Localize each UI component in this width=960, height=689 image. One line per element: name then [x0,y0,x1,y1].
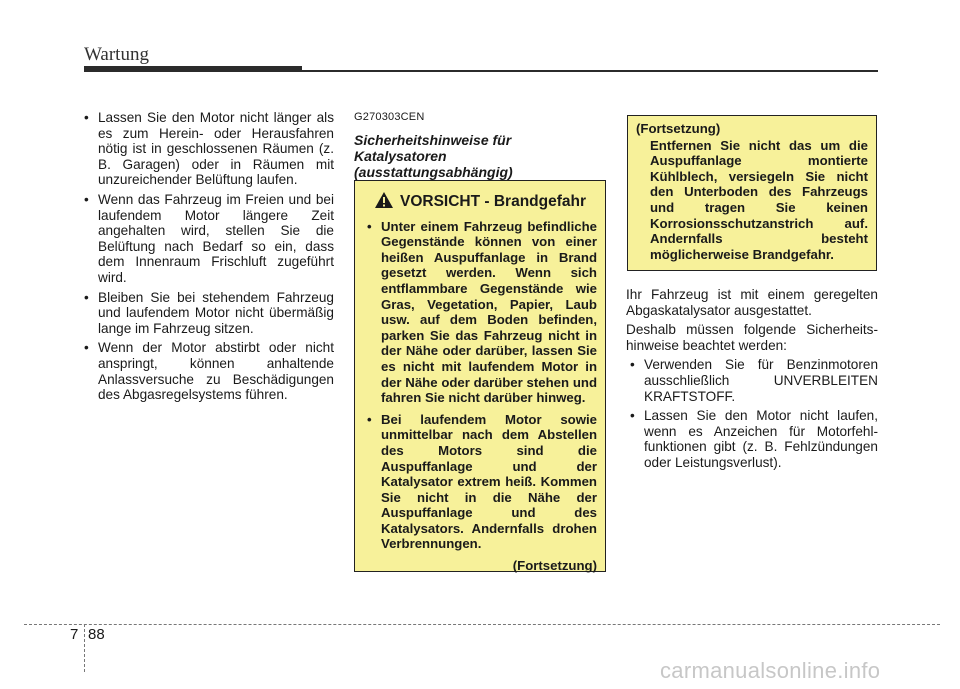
list-item: • Verwenden Sie für Benzinmotoren ausschließlich UNVERBLEITEN KRAFTSTOFF. [626,357,878,404]
paragraph: Deshalb müssen folgende Sicherheits-hinweise beachtet werden: [626,322,878,353]
chapter-number: 7 [70,626,79,643]
warning-label: VORSICHT - Brandgefahr [399,193,586,210]
footer-divider [84,624,85,672]
continued-body: Entfernen Sie nicht das um die Auspuffanlage montierte Kühlblech, versiegeln Sie nicht den Unterboden des Fahrzeugs und tragen Sie keinen Korrosionsschutzanstrich auf. Andernfalls besteht möglicherweise Brandgefahr. [650,137,868,262]
section-title: Sicherheitshinweise für Katalysatoren (ausstattungsabhängig) [354,131,513,180]
list-item: • Lassen Sie den Motor nicht laufen, wenn es Anzeichen für Motorfehl-funktionen gibt (z. B. Fehlzündungen oder Leistungsverlust). [626,408,878,470]
list-item: • Unter einem Fahrzeug befindliche Gegenstände können von einer heißen Auspuffanlage in Brand gesetzt werden. Wenn sich entflammbare Gegenstände wie Gras, Vegetation, Papier, Laub usw. auf dem Boden befinden, parken Sie das Fahrzeug nicht in der Nähe oder darüber, lassen Sie es nicht mit laufendem Motor in der Nähe oder darüber stehen und fahren Sie nicht darüber hinweg. [363,219,597,406]
warning-bullet-list [363,219,597,552]
paragraph: Ihr Fahrzeug ist mit einem geregelten Abgaskatalysator ausgestattet. [626,287,878,318]
watermark: carmanualsonline.info [660,658,881,683]
list-item: • Bleiben Sie bei stehendem Fahrzeug und laufendem Motor nicht übermäßig lange im Fahrzeug sitzen. [80,290,334,337]
header-rule-thick [84,66,302,72]
list-item: • Bei laufendem Motor sowie unmittelbar nach dem Abstellen des Motors sind die Auspuffanlage und der Katalysator extrem heiß. Kommen Sie nicht in die Nähe der Auspuffanlage und des Katalysators. Andernfalls drohen Verbrennungen. [363,412,597,552]
middle-column-heading [354,110,607,180]
section-code: G270303CEN [354,111,425,123]
page-number: 88 [88,626,105,643]
continued-note: (Fortsetzung) [512,558,597,574]
footer-rule [24,624,940,625]
right-bullet-list [626,357,878,470]
header-rule-thin [302,70,878,72]
list-item: • Wenn das Fahrzeug im Freien und bei laufendem Motor längere Zeit angehalten wird, stellen Sie die Belüftung nach Bedarf so ein, dass dem Innenraum Frischluft zugeführt wird. [80,192,334,286]
warning-box [354,180,606,572]
right-column-text [626,287,878,475]
list-item: • Lassen Sie den Motor nicht länger als es zum Herein- oder Herausfahren nötig ist in geschlossenen Räumen (z. B. Garagen) oder in Räumen mit unzureichender Belüftung laufen. [80,110,334,188]
continued-warning-box [627,115,877,271]
warning-triangle-icon [374,191,394,213]
continued-header: (Fortsetzung) [636,121,721,136]
warning-header [363,191,597,213]
chapter-title: Wartung [84,44,149,65]
list-item: • Wenn der Motor abstirbt oder nicht anspringt, können anhaltende Anlassversuche zu Beschädigungen des Abgasregelsystems führen. [80,340,334,402]
left-column [80,110,334,407]
left-bullet-list [80,110,334,403]
